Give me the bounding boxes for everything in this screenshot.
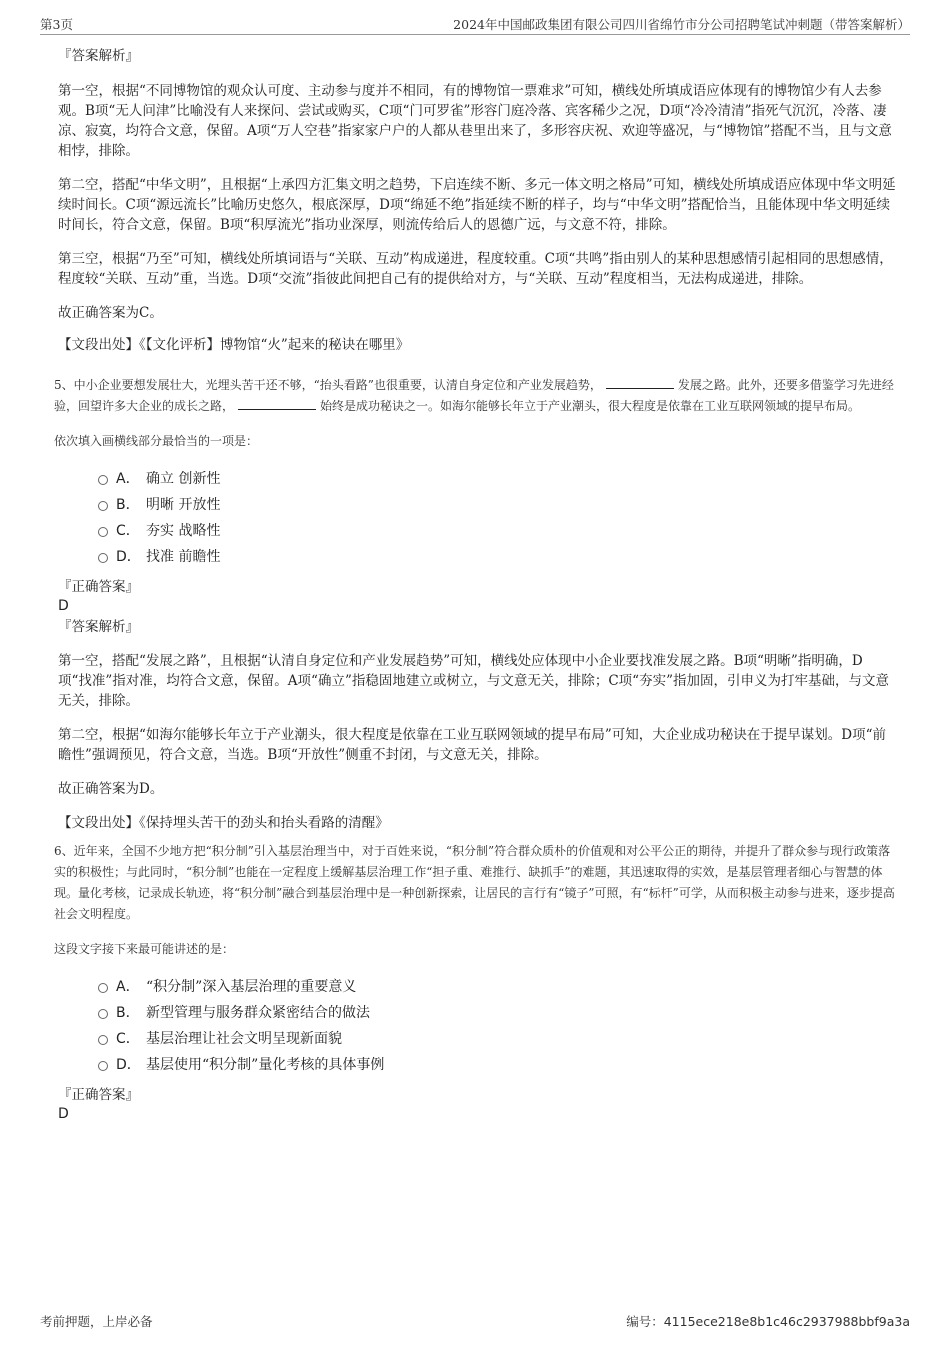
option-c[interactable]: C． 夯实 战略性 <box>58 517 896 543</box>
document-code: 编号：4115ece218e8b1c46c2937988bbf9a3a <box>626 1314 910 1329</box>
option-b[interactable]: B． 新型管理与服务群众紧密结合的做法 <box>58 999 896 1025</box>
document-body <box>54 44 896 1123</box>
document-title: 2024年中国邮政集团有限公司四川省绵竹市分公司招聘笔试冲刺题（带答案解析） <box>453 17 910 32</box>
source-citation: 【文段出处】《【文化评析】博物馆“火”起来的秘诀在哪里》 <box>58 337 410 353</box>
option-c[interactable]: C． 基层治理让社会文明呈现新面貌 <box>58 1025 896 1051</box>
analysis-paragraph: 第一空，搭配“发展之路”，且根据“认清自身定位和产业发展趋势”可知，横线处应体现中小企业要找准发展之路。B项“明晰”指明确，D项“找准”指对准，均符合文意，保留。A项“确立”指稳固地建立或树立，与文意无关，排除；C项“夯实”指加固，引申义为打牢基础，与文意无关，排除。 <box>58 653 889 709</box>
question-6-stem: 6、近年来，全国不少地方把“积分制”引入基层治理当中，对于百姓来说，“积分制”符合群众质朴的价值观和对公平公正的期待，并提升了群众参与现行政策落实的积极性；与此同时，“积分制”也能在一定程度上缓解基层治理工作“担子重、难推行、缺抓手”的难题，其迅速取得的实效，是基层管理者细心与智慧的体现。量化考核，记录成长轨迹，将“积分制”融合到基层治理中是一种创新探索，让居民的言行有“镜子”可照，有“标杆”可学，从而积极主动参与进来，逐步提高社会文明程度。 <box>54 844 895 921</box>
analysis-label: 『答案解析』 <box>58 48 139 64</box>
correct-answer-label: 『正确答案』 <box>58 579 139 595</box>
footer-slogan: 考前押题，上岸必备 <box>40 1314 153 1329</box>
analysis-paragraph: 第三空，根据“乃至”可知，横线处所填词语与“关联、互动”构成递进，程度较重。C项“共鸣”指由别人的某种思想感情引起相同的思想感情，程度较“关联、互动”重，当选。D项“交流”指彼此间把自己有的提供给对方，与“关联、互动”程度相当，无法构成递进，排除。 <box>58 251 893 287</box>
analysis-label: 『答案解析』 <box>58 619 139 635</box>
conclusion: 故正确答案为D。 <box>58 781 164 797</box>
radio-icon[interactable] <box>98 983 108 993</box>
radio-icon[interactable] <box>98 501 108 511</box>
radio-icon[interactable] <box>98 1009 108 1019</box>
source-citation: 【文段出处】《保持埋头苦干的劲头和抬头看路的清醒》 <box>58 815 389 831</box>
option-list <box>58 973 896 1077</box>
question-5-stem: 5、中小企业要想发展壮大，光埋头苦干还不够，“抬头看路”也很重要，认清自身定位和产业发展趋势， 发展之路。此外，还要多借鉴学习先进经验，回望许多大企业的成长之路， 始终是成功秘诀之一。如海尔能够长年立于产业潮头，很大程度是依靠在工业互联网领域的提早布局。 <box>54 378 894 413</box>
question-prompt: 依次填入画横线部分最恰当的一项是： <box>54 434 259 448</box>
option-a[interactable]: A． 确立 创新性 <box>58 465 896 491</box>
analysis-paragraph: 第二空，根据“如海尔能够长年立于产业潮头，很大程度是依靠在工业互联网领域的提早布局”可知，大企业成功秘诀在于提早谋划。D项“前瞻性”强调预见，符合文意，当选。B项“开放性”侧重不封闭，与文意无关，排除。 <box>58 727 887 763</box>
option-d[interactable]: D． 找准 前瞻性 <box>58 543 896 569</box>
option-b[interactable]: B． 明晰 开放性 <box>58 491 896 517</box>
page-number: 第3页 <box>40 17 73 32</box>
option-d[interactable]: D． 基层使用“积分制”量化考核的具体事例 <box>58 1051 896 1077</box>
conclusion: 故正确答案为C。 <box>58 305 163 321</box>
radio-icon[interactable] <box>98 1061 108 1071</box>
page-header <box>40 12 910 35</box>
answer-blank <box>606 377 674 389</box>
radio-icon[interactable] <box>98 553 108 563</box>
page-footer <box>40 1312 910 1332</box>
correct-answer: D <box>58 598 69 614</box>
option-a[interactable]: A． “积分制”深入基层治理的重要意义 <box>58 973 896 999</box>
answer-blank <box>238 398 316 410</box>
radio-icon[interactable] <box>98 1035 108 1045</box>
correct-answer-label: 『正确答案』 <box>58 1087 139 1103</box>
option-list <box>58 465 896 569</box>
correct-answer: D <box>58 1106 69 1122</box>
analysis-paragraph: 第一空，根据“不同博物馆的观众认可度、主动参与度并不相同，有的博物馆一票难求”可知，横线处所填成语应体现有的博物馆少有人去参观。B项“无人问津”比喻没有人来探问、尝试或购买，C项“门可罗雀”形容门庭冷落、宾客稀少之况，D项“冷冷清清”指死气沉沉，冷落、凄凉、寂寞，均符合文意，保留。A项“万人空巷”指家家户户的人都从巷里出来了，多形容庆祝、欢迎等盛况，与“博物馆”搭配不当，且与文意相悖，排除。 <box>58 83 892 159</box>
analysis-paragraph: 第二空，搭配“中华文明”，且根据“上承四方汇集文明之趋势，下启连续不断、多元一体文明之格局”可知，横线处所填成语应体现中华文明延续时间长。C项“源远流长”比喻历史悠久，根底深厚，D项“绵延不绝”指延续不断的样子，均与“中华文明”搭配恰当，且能体现中华文明延续时间长，符合文意，保留。B项“积厚流光”指功业深厚，则流传给后人的恩德广远，与文意不符，排除。 <box>58 177 896 233</box>
question-prompt: 这段文字接下来最可能讲述的是： <box>54 942 235 956</box>
radio-icon[interactable] <box>98 527 108 537</box>
radio-icon[interactable] <box>98 475 108 485</box>
